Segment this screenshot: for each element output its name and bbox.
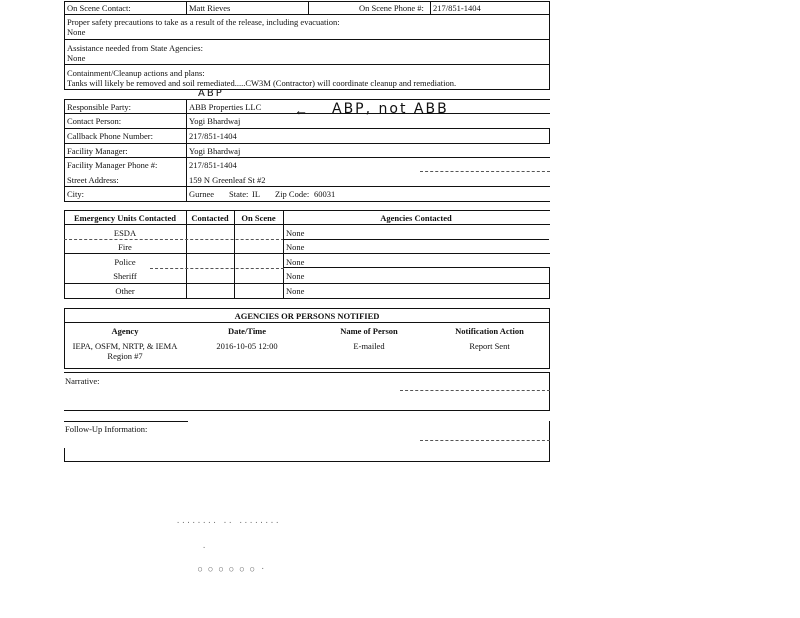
party-label-1: Contact Person: bbox=[67, 116, 122, 126]
state-label: State: bbox=[229, 189, 249, 199]
emergency-unit: ESDA bbox=[113, 228, 137, 238]
on-scene-contact-label: On Scene Contact: bbox=[67, 3, 131, 13]
col-on-scene-header: On Scene bbox=[241, 213, 276, 223]
emergency-unit: Sheriff bbox=[113, 271, 137, 281]
handwritten-abp: ABP bbox=[198, 88, 224, 99]
containment-value: Tanks will likely be removed and soil remediated.....CW3M (Contractor) will coordinate cleanup and remediation. bbox=[67, 78, 457, 88]
party-label-2: Callback Phone Number: bbox=[67, 131, 153, 141]
containment-label: Containment/Cleanup actions and plans: bbox=[67, 68, 205, 78]
col-agencies-header: Agencies Contacted bbox=[380, 213, 452, 223]
city-value: Gurnee bbox=[189, 189, 215, 199]
emergency-agency: None bbox=[286, 271, 305, 281]
city-label: City: bbox=[67, 189, 85, 199]
narrative-label: Narrative: bbox=[65, 376, 100, 386]
party-value-5: 159 N Greenleaf St #2 bbox=[189, 175, 266, 185]
state-value: IL bbox=[252, 189, 261, 199]
col-agency-header: Agency bbox=[111, 326, 139, 336]
party-label-0: Responsible Party: bbox=[67, 102, 131, 112]
notified-datetime: 2016-10-05 12:00 bbox=[216, 341, 278, 351]
party-value-2: 217/851-1404 bbox=[189, 131, 237, 141]
notified-action: Report Sent bbox=[469, 341, 510, 351]
emergency-unit: Police bbox=[114, 257, 136, 267]
handwritten-note: ABP, not ABB bbox=[332, 101, 449, 117]
safety-label: Proper safety precautions to take as a result of the release, including evacuation: bbox=[67, 17, 340, 27]
arrow-left-icon: ← bbox=[294, 104, 308, 119]
faded-mark: · bbox=[202, 544, 208, 552]
on-scene-phone-value: 217/851-1404 bbox=[433, 3, 481, 13]
emergency-unit: Fire bbox=[118, 242, 132, 252]
col-action-header: Notification Action bbox=[455, 326, 524, 336]
notified-agency-line1: IEPA, OSFM, NRTP, & IEMA bbox=[72, 341, 178, 351]
emergency-unit: Other bbox=[115, 286, 135, 296]
col-person-header: Name of Person bbox=[340, 326, 398, 336]
col-contacted-header: Contacted bbox=[191, 213, 229, 223]
assistance-value: None bbox=[67, 53, 86, 63]
assistance-label: Assistance needed from State Agencies: bbox=[67, 43, 203, 53]
col-units-header: Emergency Units Contacted bbox=[74, 213, 176, 223]
notified-person: E-mailed bbox=[353, 341, 385, 351]
party-value-4: 217/851-1404 bbox=[189, 160, 237, 170]
emergency-agency: None bbox=[286, 228, 305, 238]
faded-stamp: ○ ○ ○ ○ ○ ○ · bbox=[198, 565, 266, 573]
zip-label: Zip Code: bbox=[275, 189, 310, 199]
emergency-agency: None bbox=[286, 242, 305, 252]
party-label-4: Facility Manager Phone #: bbox=[67, 160, 158, 170]
zip-value: 60031 bbox=[314, 189, 336, 199]
party-label-3: Facility Manager: bbox=[67, 146, 128, 156]
party-label-5: Street Address: bbox=[67, 175, 119, 185]
followup-label: Follow-Up Information: bbox=[65, 424, 148, 434]
notified-agency-line2: Region #7 bbox=[107, 351, 143, 361]
on-scene-contact-value: Matt Rieves bbox=[189, 3, 231, 13]
party-value-0: ABB Properties LLC bbox=[189, 102, 262, 112]
safety-value: None bbox=[67, 27, 86, 37]
party-value-3: Yogi Bhardwaj bbox=[189, 146, 241, 156]
party-value-1: Yogi Bhardwaj bbox=[189, 116, 241, 126]
col-datetime-header: Date/Time bbox=[227, 326, 267, 336]
emergency-agency: None bbox=[286, 286, 305, 296]
notified-title: AGENCIES OR PERSONS NOTIFIED bbox=[234, 311, 380, 321]
emergency-agency: None bbox=[286, 257, 305, 267]
faded-stamp: ········ ·· ········ bbox=[176, 519, 281, 527]
on-scene-phone-label: On Scene Phone #: bbox=[359, 3, 424, 13]
